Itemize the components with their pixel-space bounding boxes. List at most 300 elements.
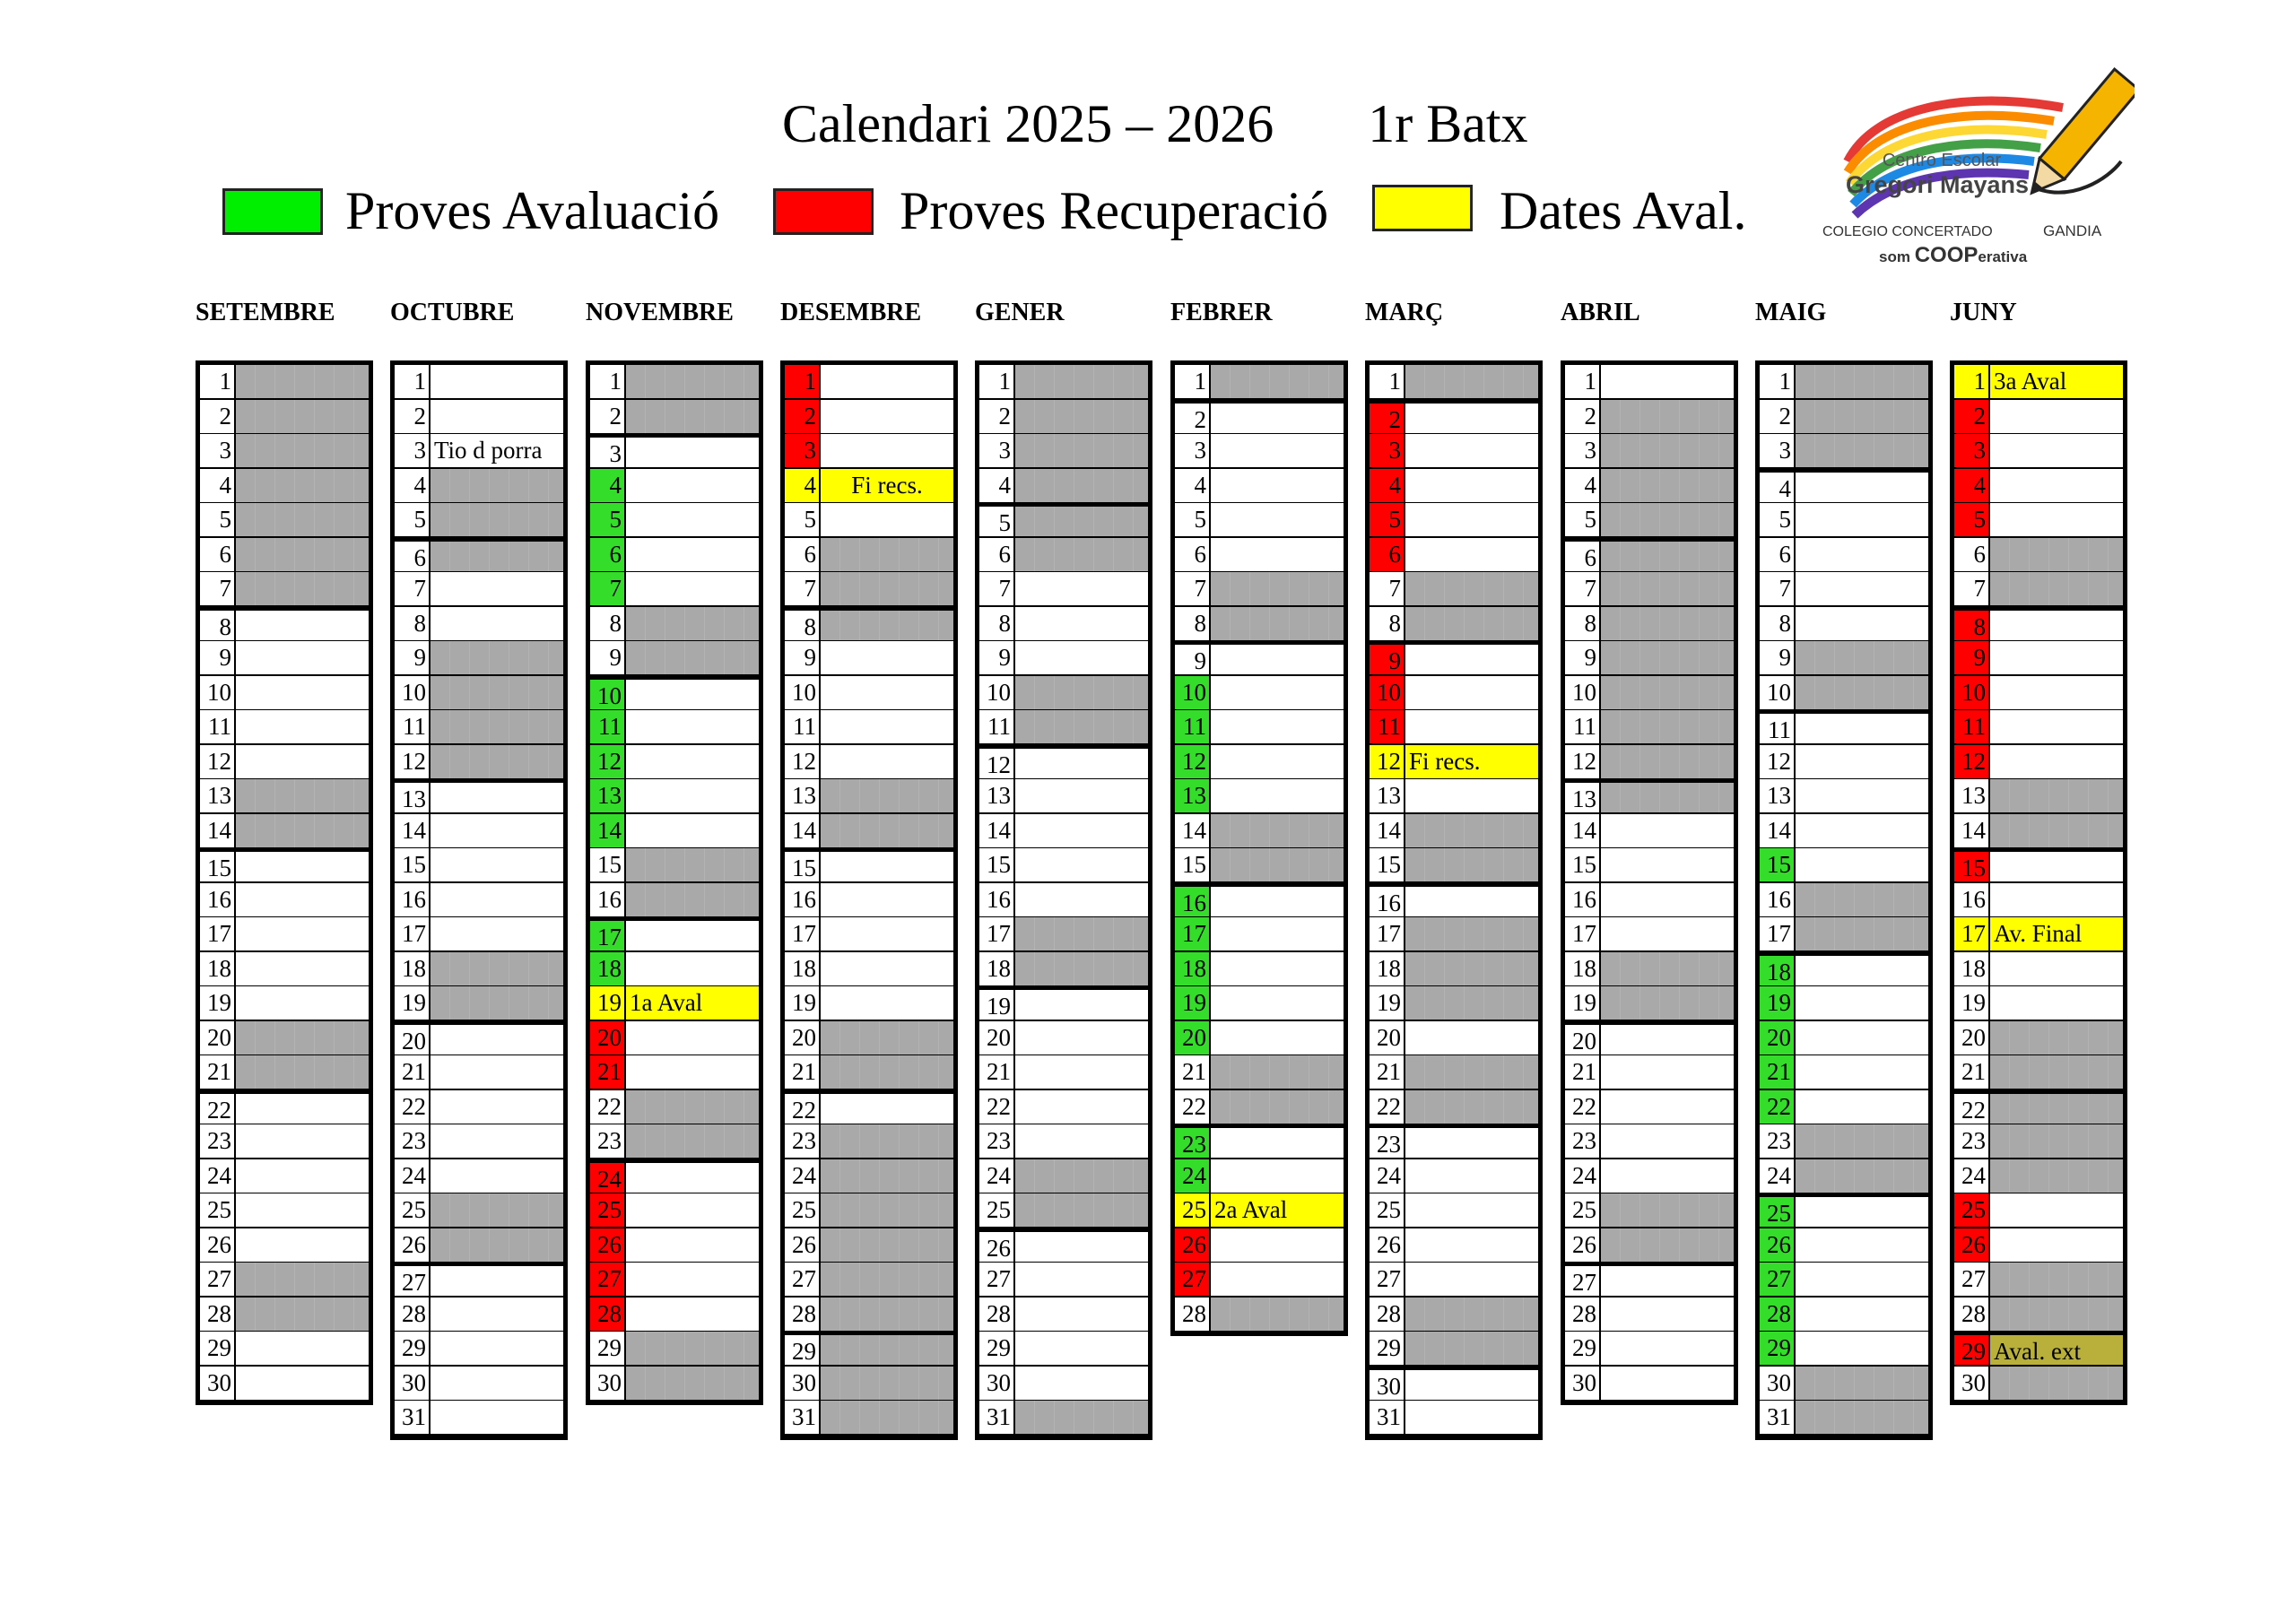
day-note: [821, 1298, 953, 1332]
day-note: [430, 1055, 563, 1090]
day-note: [430, 400, 563, 435]
day-row: [395, 1298, 563, 1332]
day-number: 21: [1565, 1055, 1601, 1090]
day-row: [200, 641, 369, 676]
day-note: [430, 607, 563, 642]
day-number: 28: [200, 1298, 236, 1332]
logo-line2: Gregori Mayans: [1845, 171, 2030, 198]
day-row: [979, 1021, 1148, 1056]
day-row: [590, 676, 759, 711]
day-note: [1405, 404, 1538, 435]
day-note: [1601, 542, 1734, 573]
day-number: 28: [1760, 1298, 1796, 1332]
day-number: 6: [785, 538, 821, 573]
day-number: 25: [1370, 1193, 1405, 1228]
day-row: [1954, 1263, 2123, 1298]
day-row: [1370, 503, 1538, 538]
month-table: [1561, 360, 1738, 1405]
day-row: [785, 1055, 953, 1090]
day-note: [1796, 917, 1928, 952]
month-table: [975, 360, 1152, 1440]
day-number: 23: [785, 1124, 821, 1159]
day-row: [590, 1263, 759, 1298]
day-number: 18: [785, 952, 821, 987]
day-note: [1015, 676, 1148, 711]
day-row: [1954, 1228, 2123, 1263]
day-row: [1370, 1090, 1538, 1125]
day-row: [979, 710, 1148, 745]
day-note: [430, 542, 563, 573]
day-note: [1405, 572, 1538, 607]
day-note: [1990, 814, 2123, 849]
day-note: [430, 1124, 563, 1159]
day-note: [626, 952, 759, 987]
day-row: [785, 986, 953, 1021]
day-row: [590, 952, 759, 987]
day-row: [1565, 365, 1734, 400]
day-row: [1760, 572, 1928, 607]
month-name: JUNY: [1950, 299, 2017, 326]
day-number: 28: [785, 1298, 821, 1332]
day-note: [1405, 434, 1538, 469]
day-note: [236, 917, 369, 952]
day-number: 17: [1760, 917, 1796, 952]
day-note: [430, 641, 563, 676]
day-note: 3a Aval: [1990, 365, 2123, 400]
day-row: [395, 503, 563, 538]
day-row: [1760, 1263, 1928, 1298]
day-number: 7: [979, 572, 1015, 607]
day-row: [200, 434, 369, 469]
day-number: 5: [590, 503, 626, 538]
day-number: 9: [1565, 641, 1601, 676]
day-row: [1760, 1367, 1928, 1402]
day-number: 30: [590, 1367, 626, 1402]
day-row: [395, 745, 563, 780]
day-row: [1760, 1193, 1928, 1228]
day-note: [1211, 572, 1344, 607]
day-number: 19: [590, 986, 626, 1021]
day-note: [821, 1228, 953, 1263]
day-note: [1796, 1367, 1928, 1402]
day-row: [590, 1055, 759, 1090]
day-number: 26: [1565, 1228, 1601, 1263]
day-note: [821, 917, 953, 952]
day-row: [200, 745, 369, 780]
day-row: [785, 641, 953, 676]
day-number: 24: [1565, 1159, 1601, 1194]
day-row: [1565, 745, 1734, 780]
day-number: 30: [395, 1367, 430, 1402]
day-row: [395, 1228, 563, 1263]
day-number: 28: [1954, 1298, 1990, 1332]
day-note: [1015, 469, 1148, 504]
day-number: 27: [590, 1263, 626, 1298]
day-note: [1990, 676, 2123, 711]
day-note: [1405, 503, 1538, 538]
day-number: 4: [979, 469, 1015, 504]
day-row: [590, 986, 759, 1021]
day-number: 27: [1565, 1266, 1601, 1298]
legend-label-evaluation-dates: Dates Aval.: [1500, 181, 1747, 240]
day-note: [1990, 952, 2123, 987]
day-number: 16: [1175, 887, 1211, 918]
day-note: [1601, 986, 1734, 1021]
svg-text:som COOPerativa: [1879, 243, 2028, 267]
day-note: [430, 1025, 563, 1056]
day-number: 5: [1760, 503, 1796, 538]
day-row: [1175, 779, 1344, 814]
day-row: [979, 572, 1148, 607]
day-row: [1954, 710, 2123, 745]
day-row: [1760, 469, 1928, 504]
day-number: 23: [1760, 1124, 1796, 1159]
day-note: [430, 469, 563, 504]
day-note: [1601, 745, 1734, 780]
day-number: 21: [200, 1055, 236, 1090]
logo-line4: GANDIA: [2043, 222, 2102, 239]
day-row: [785, 1298, 953, 1332]
day-note: [1796, 986, 1928, 1021]
day-note: [1990, 503, 2123, 538]
day-row: [1370, 1055, 1538, 1090]
day-row: [590, 434, 759, 469]
day-number: 8: [590, 607, 626, 642]
day-row: [1760, 641, 1928, 676]
day-number: 5: [785, 503, 821, 538]
day-note: [1405, 607, 1538, 642]
day-number: 2: [200, 400, 236, 435]
day-number: 12: [1954, 745, 1990, 780]
day-row: [395, 710, 563, 745]
day-note: [236, 1055, 369, 1090]
day-row: [200, 1055, 369, 1090]
day-note: [1601, 952, 1734, 987]
day-note: [821, 1401, 953, 1436]
day-row: [1175, 1090, 1344, 1125]
day-note: [1601, 469, 1734, 504]
day-note: [821, 1021, 953, 1056]
day-number: 19: [785, 986, 821, 1021]
day-number: 8: [1565, 607, 1601, 642]
day-note: [236, 1263, 369, 1298]
day-number: 13: [1760, 779, 1796, 814]
day-row: [1954, 952, 2123, 987]
day-note: [1990, 852, 2123, 883]
day-number: 10: [395, 676, 430, 711]
day-row: [200, 607, 369, 642]
day-note: [626, 1193, 759, 1228]
day-row: [395, 1124, 563, 1159]
day-row: [395, 1193, 563, 1228]
day-note: [626, 1090, 759, 1125]
day-note: [626, 848, 759, 883]
day-number: 22: [200, 1094, 236, 1125]
day-row: [1370, 952, 1538, 987]
day-number: 13: [1954, 779, 1990, 814]
day-row: [1565, 641, 1734, 676]
day-row: [979, 1228, 1148, 1263]
day-note: [1015, 1367, 1148, 1402]
day-note: [1796, 848, 1928, 883]
day-note: [236, 641, 369, 676]
day-note: [430, 952, 563, 987]
day-number: 13: [1565, 783, 1601, 814]
day-row: [200, 538, 369, 573]
day-number: 11: [1370, 710, 1405, 745]
day-row: [395, 365, 563, 400]
day-note: [1211, 469, 1344, 504]
day-note: [1990, 469, 2123, 504]
day-row: [979, 1332, 1148, 1367]
day-note: [821, 503, 953, 538]
day-number: 9: [200, 641, 236, 676]
day-note: [626, 1367, 759, 1402]
day-row: [979, 1124, 1148, 1159]
day-note: [1015, 1401, 1148, 1436]
day-number: 14: [395, 814, 430, 849]
day-note: [430, 1090, 563, 1125]
day-note: [1796, 779, 1928, 814]
day-row: [395, 1021, 563, 1056]
day-note: [236, 814, 369, 849]
day-number: 27: [1370, 1263, 1405, 1298]
day-row: [200, 1193, 369, 1228]
day-row: [590, 1021, 759, 1056]
day-note: [1015, 1055, 1148, 1090]
day-number: 5: [1954, 503, 1990, 538]
day-row: [395, 1055, 563, 1090]
day-number: 21: [979, 1055, 1015, 1090]
day-row: [1370, 676, 1538, 711]
day-number: 4: [1760, 473, 1796, 504]
legend-swatch-recovery: [773, 188, 874, 235]
day-row: [590, 917, 759, 952]
day-note: [1796, 1228, 1928, 1263]
day-number: 7: [1760, 572, 1796, 607]
day-row: [590, 883, 759, 918]
day-note: [1990, 1021, 2123, 1056]
day-number: 3: [979, 434, 1015, 469]
day-number: 13: [590, 779, 626, 814]
day-number: 16: [1760, 883, 1796, 918]
day-number: 20: [1954, 1021, 1990, 1056]
day-note: [1211, 710, 1344, 745]
day-note: [430, 814, 563, 849]
day-row: [785, 848, 953, 883]
day-number: 15: [785, 852, 821, 883]
day-number: 11: [590, 710, 626, 745]
day-number: 11: [785, 710, 821, 745]
day-number: 4: [200, 469, 236, 504]
day-note: [1601, 1055, 1734, 1090]
day-row: [979, 986, 1148, 1021]
day-row: [785, 1263, 953, 1298]
day-number: 7: [395, 572, 430, 607]
day-note: [1601, 572, 1734, 607]
day-number: 27: [200, 1263, 236, 1298]
day-note: [1211, 1090, 1344, 1125]
day-row: [1954, 745, 2123, 780]
day-row: [979, 641, 1148, 676]
day-note: [1601, 1159, 1734, 1194]
day-row: [1565, 1298, 1734, 1332]
day-note: Fi recs.: [821, 469, 953, 504]
day-number: 9: [395, 641, 430, 676]
day-number: 6: [590, 538, 626, 573]
day-row: [1565, 1193, 1734, 1228]
day-note: [1990, 1367, 2123, 1402]
day-number: 5: [200, 503, 236, 538]
day-note: [430, 1401, 563, 1436]
month-table: [1755, 360, 1933, 1440]
day-row: [785, 503, 953, 538]
day-number: 28: [1175, 1298, 1211, 1332]
day-note: [1601, 434, 1734, 469]
day-note: [626, 469, 759, 504]
logo-line5-prefix: som: [1879, 248, 1915, 265]
day-number: 25: [395, 1193, 430, 1228]
day-row: [200, 572, 369, 607]
day-row: [200, 1367, 369, 1402]
day-row: [395, 434, 563, 469]
day-note: [236, 400, 369, 435]
day-note: [1015, 779, 1148, 814]
day-note: [236, 1332, 369, 1367]
day-number: 15: [979, 848, 1015, 883]
day-number: 17: [200, 917, 236, 952]
day-row: [1370, 607, 1538, 642]
day-number: 11: [1565, 710, 1601, 745]
day-row: [1175, 607, 1344, 642]
day-row: [1175, 1159, 1344, 1194]
day-note: [1796, 745, 1928, 780]
day-note: [626, 745, 759, 780]
day-note: [1796, 572, 1928, 607]
day-number: 14: [1370, 814, 1405, 849]
day-note: [1796, 1263, 1928, 1298]
day-row: [1175, 400, 1344, 435]
day-note: [1990, 1298, 2123, 1332]
day-number: 29: [1954, 1335, 1990, 1367]
day-number: 18: [395, 952, 430, 987]
day-row: [395, 1090, 563, 1125]
day-note: [1211, 1159, 1344, 1194]
day-row: [1760, 400, 1928, 435]
day-note: [1405, 1090, 1538, 1125]
day-row: [1565, 503, 1734, 538]
day-number: 19: [979, 990, 1015, 1021]
day-row: [1175, 917, 1344, 952]
day-row: [395, 883, 563, 918]
day-row: [1954, 1159, 2123, 1194]
day-note: [1796, 1021, 1928, 1056]
day-note: [236, 952, 369, 987]
day-row: [1370, 1228, 1538, 1263]
day-row: [785, 1124, 953, 1159]
day-row: [1760, 607, 1928, 642]
day-row: [590, 1298, 759, 1332]
day-row: [200, 1263, 369, 1298]
day-note: [626, 400, 759, 435]
day-number: 3: [1370, 434, 1405, 469]
day-row: [1175, 641, 1344, 676]
day-number: 22: [1175, 1090, 1211, 1125]
day-note: [1405, 952, 1538, 987]
day-row: [1175, 1263, 1344, 1298]
day-number: 22: [590, 1090, 626, 1125]
day-number: 5: [1565, 503, 1601, 538]
day-note: [236, 852, 369, 883]
day-row: [1565, 434, 1734, 469]
day-note: [1211, 1228, 1344, 1263]
day-note: [236, 1228, 369, 1263]
day-note: [1990, 1124, 2123, 1159]
day-number: 26: [785, 1228, 821, 1263]
day-number: 24: [200, 1159, 236, 1194]
day-row: [1565, 1021, 1734, 1056]
day-note: [1015, 1159, 1148, 1194]
day-note: [1405, 676, 1538, 711]
day-number: 12: [200, 745, 236, 780]
day-note: [1015, 400, 1148, 435]
day-number: 14: [1760, 814, 1796, 849]
day-row: [979, 917, 1148, 952]
day-note: [1796, 1159, 1928, 1194]
month-name: SETEMBRE: [196, 299, 335, 326]
legend-label-recovery: Proves Recuperació: [900, 181, 1329, 240]
day-row: [785, 814, 953, 849]
day-row: [1954, 641, 2123, 676]
day-number: 4: [1954, 469, 1990, 504]
day-row: [1760, 1298, 1928, 1332]
day-row: [1954, 400, 2123, 435]
day-number: 4: [395, 469, 430, 504]
day-row: [1760, 1124, 1928, 1159]
day-number: 2: [1565, 400, 1601, 435]
day-row: [395, 814, 563, 849]
day-number: 26: [200, 1228, 236, 1263]
day-row: [590, 503, 759, 538]
day-row: [395, 469, 563, 504]
day-row: [979, 676, 1148, 711]
day-row: [1565, 952, 1734, 987]
day-row: [785, 1159, 953, 1194]
day-number: 7: [1565, 572, 1601, 607]
day-note: [1796, 641, 1928, 676]
day-number: 22: [1760, 1090, 1796, 1125]
day-note: [1796, 956, 1928, 987]
day-row: [1370, 1367, 1538, 1402]
day-note: [1796, 1124, 1928, 1159]
day-note: [430, 676, 563, 711]
day-number: 20: [1760, 1021, 1796, 1056]
day-row: [590, 469, 759, 504]
day-row: [1565, 883, 1734, 918]
day-number: 2: [785, 400, 821, 435]
day-row: [590, 710, 759, 745]
day-row: [1565, 676, 1734, 711]
day-note: [236, 676, 369, 711]
day-note: 2a Aval: [1211, 1193, 1344, 1228]
day-number: 25: [979, 1193, 1015, 1228]
day-note: [430, 1193, 563, 1228]
day-number: 16: [1565, 883, 1601, 918]
day-row: [1370, 1298, 1538, 1332]
day-row: [979, 779, 1148, 814]
day-note: [1015, 883, 1148, 918]
day-note: [1015, 1232, 1148, 1263]
